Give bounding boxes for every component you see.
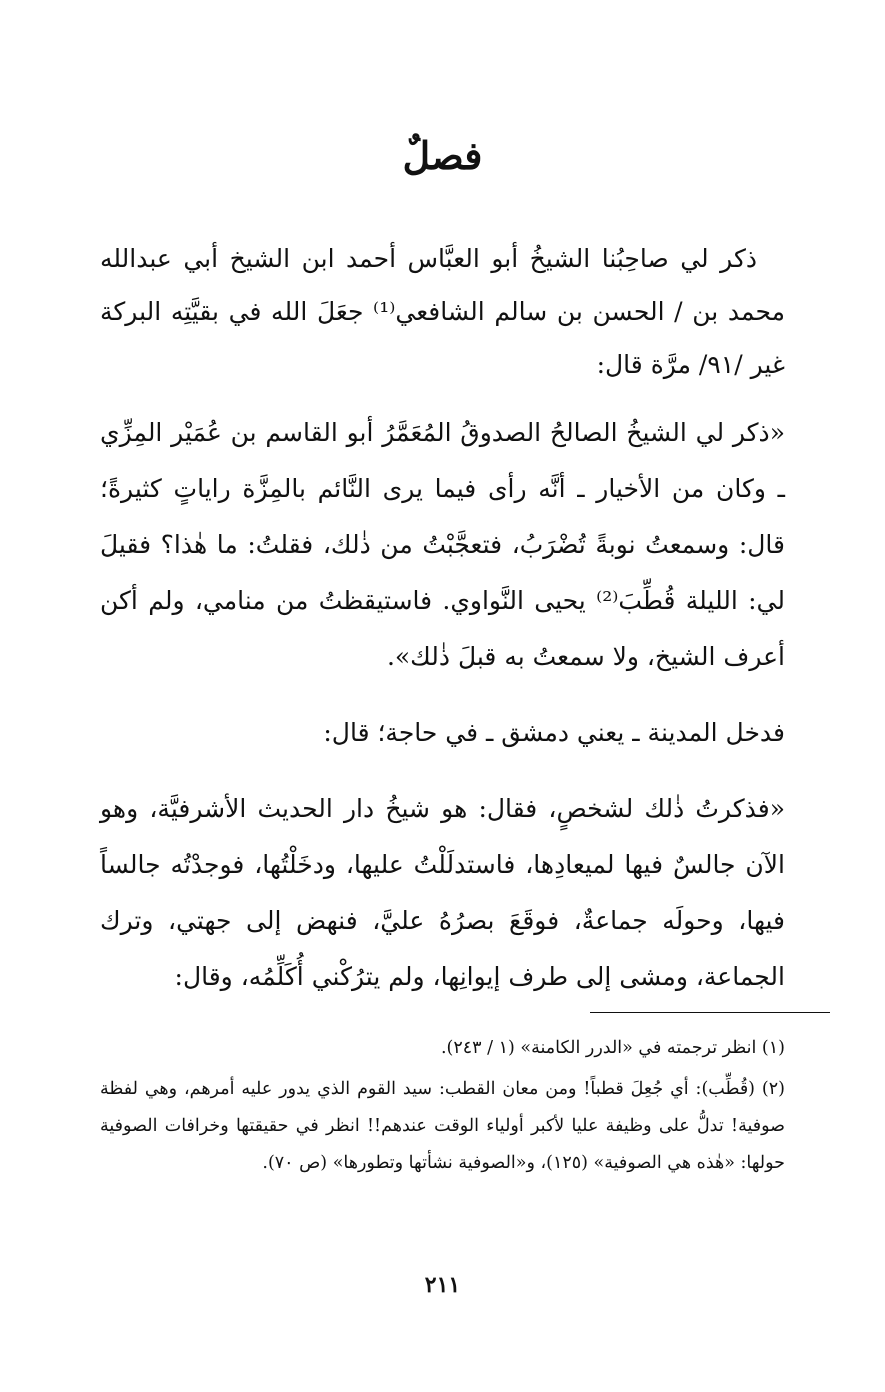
paragraph-1: ذكر لي صاحِبُنا الشيخُ أبو العبَّاس أحمد ابن الشيخ أبي عبدالله محمد بن / الحسن بن سالم الشافعي⁽¹⁾ جعَلَ الله في بقيَّتِه البركة غير /٩١/ مرَّة قال: — [100, 244, 785, 379]
main-text — [100, 232, 785, 1005]
page-number: ٢١١ — [424, 1272, 461, 1298]
paragraph-4: «فذكرتُ ذٰلك لشخصٍ، فقال: هو شيخُ دار الحديث الأشرفيَّة، وهو الآن جالسٌ فيها لميعادِها، فاستدلَلْتُ عليها، ودخَلْتُها، فوجدْتُه جالساً فيها، وحولَه جماعةٌ، فوقَعَ بصرُهُ عليَّ، فنهض إلى جهتي، وترك الجماعة، ومشى إلى طرف إيوانِها، ولم يترُكْني أُكَلِّمُه، وقال: — [100, 794, 785, 991]
footnote-1: (١) انظر ترجمته في «الدرر الكامنة» (١ / ٢٤٣). — [440, 1038, 785, 1058]
section-heading: فصلٌ — [402, 133, 483, 178]
footnotes — [100, 1030, 785, 1186]
paragraph-3: فدخل المدينة ـ يعني دمشق ـ في حاجة؛ قال: — [323, 718, 785, 747]
paragraph-2: «ذكر لي الشيخُ الصالحُ الصدوقُ المُعَمَّرُ أبو القاسم بن عُمَيْر المِزِّي ـ وكان من الأخيار ـ أنَّه رأى فيما يرى النَّائم بالمِزَّة راياتٍ كثيرةً؛ قال: وسمعتُ نوبةً تُضْرَبُ، فتعجَّبْتُ من ذٰلك، فقلتُ: ما هٰذا؟ فقيلَ لي: الليلة قُطِّبَ⁽²⁾ يحيى النَّواوي. فاستيقظتُ من منامي، ولم أكن أعرف الشيخ، ولا سمعتُ به قبلَ ذٰلك». — [100, 418, 786, 671]
footnote-separator — [590, 1012, 830, 1013]
footnote-2: (٢) (قُطِّب): أي جُعِلَ قطباً! ومن معان القطب: سيد القوم الذي يدور عليه أمرهم، وهي لفظة صوفية! تدلُّ على وظيفة عليا لأكبر أولياء الوقت عندهم!! انظر في حقيقتها وخرافات الصوفية حولها: «هٰذه هي الصوفية» (١٢٥)، و«الصوفية نشأتها وتطورها» (ص ٧٠). — [100, 1079, 785, 1173]
